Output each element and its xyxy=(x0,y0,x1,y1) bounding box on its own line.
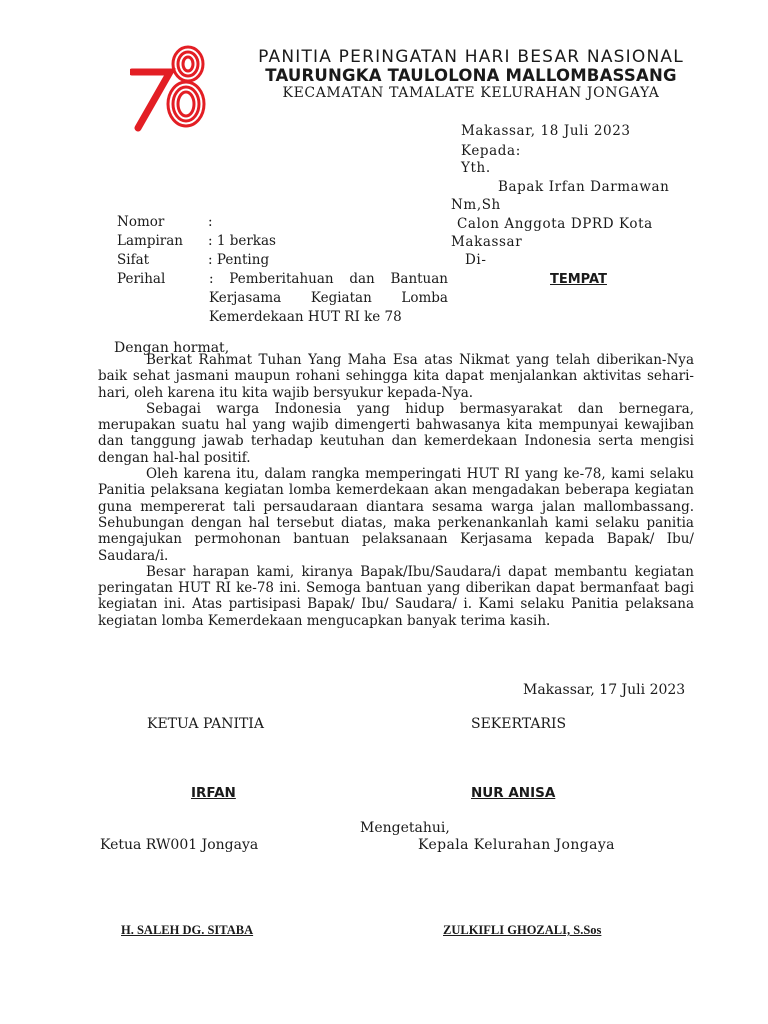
kepala-kelurahan-title: Kepala Kelurahan Jongaya xyxy=(418,837,615,853)
district-name: KECAMATAN TAMALATE KELURAHAN JONGAYA xyxy=(282,85,660,101)
ketua-rw-signature: H. SALEH DG. SITABA xyxy=(121,923,254,937)
nomor-label: Nomor xyxy=(117,214,165,230)
recipient-name: Bapak Irfan Darmawan xyxy=(498,179,670,195)
salutation: Dengan hormat, xyxy=(114,340,230,356)
letter-date: Makassar, 18 Juli 2023 xyxy=(461,123,631,139)
body-paragraph: Sebagai warga Indonesia yang hidup bermasyarakat dan bernegara, merupakan suatu hal yang wajib dimengerti bahwasanya kita mempunyai kewajiban dan tanggung jawab terhadap keutuhan dan kemerdekaan Indonesia serta mengisi dengan hal-hal positif. xyxy=(98,400,694,466)
body-paragraph: Oleh karena itu, dalam rangka memperingati HUT RI yang ke-78, kami selaku Panitia pelaksana kegiatan lomba kemerdekaan akan mengadakan beberapa kegiatan guna mempererat tali persaudaraan diantara sesama warga jalan mallombassang. Sehubungan dengan hal tersebut diatas, maka perkenankanlah kami selaku panitia mengajukan permohonan bantuan pelaksanaan Kerjasama kepada Bapak/ Ibu/ Saudara/i. xyxy=(98,466,694,564)
tempat-label: TEMPAT xyxy=(550,272,607,287)
body-paragraph: Berkat Rahmat Tuhan Yang Maha Esa atas Nikmat yang telah diberikan-Nya baik sehat jasmani maupun rohani sehingga kita dapat menjalankan aktivitas sehari-hari, oleh karena itu kita wajib bersyukur kepada-Nya. xyxy=(98,352,694,401)
organization-name: TAURUNGKA TAULOLONA MALLOMBASSANG xyxy=(265,66,677,85)
committee-title: PANITIA PERINGATAN HARI BESAR NASIONAL xyxy=(258,47,684,67)
lampiran-label: Lampiran xyxy=(117,233,183,249)
recipient-city: Makassar xyxy=(451,234,523,250)
sekertaris-title: SEKERTARIS xyxy=(471,716,567,732)
closing-date: Makassar, 17 Juli 2023 xyxy=(523,682,686,698)
mengetahui-label: Mengetahui, xyxy=(360,820,450,836)
lampiran-value: : 1 berkas xyxy=(208,233,276,249)
nomor-value: : xyxy=(208,214,213,230)
perihal-text: : Pemberitahuan dan Bantuan Kerjasama Kegiatan Lomba Kemerdekaan HUT RI ke 78 xyxy=(209,271,448,325)
ketua-panitia-signature: IRFAN xyxy=(191,785,236,801)
letter-body xyxy=(98,352,694,629)
recipient-title: Nm,Sh xyxy=(451,197,501,213)
di-label: Di- xyxy=(465,252,487,268)
recipient-role: Calon Anggota DPRD Kota xyxy=(457,216,653,232)
kepada-label: Kepada: xyxy=(461,143,521,159)
perihal-value xyxy=(209,270,448,327)
sifat-value: : Penting xyxy=(208,252,270,268)
ketua-rw-title: Ketua RW001 Jongaya xyxy=(100,837,259,853)
hut-ri-78-logo xyxy=(130,42,210,132)
perihal-label: Perihal xyxy=(117,271,166,287)
body-paragraph: Besar harapan kami, kiranya Bapak/Ibu/Saudara/i dapat membantu kegiatan peringatan HUT RI ke-78 ini. Semoga bantuan yang diberikan dapat bermanfaat bagi kegiatan ini. Atas partisipasi Bapak/ Ibu/ Saudara/ i. Kami selaku Panitia pelaksana kegiatan lomba Kemerdekaan mengucapkan banyak terima kasih. xyxy=(98,563,694,629)
kepala-kelurahan-signature: ZULKIFLI GHOZALI, S.Sos xyxy=(443,923,602,937)
yth-label: Yth. xyxy=(461,160,491,176)
ketua-panitia-title: KETUA PANITIA xyxy=(147,716,264,732)
sifat-label: Sifat xyxy=(117,252,150,268)
sekertaris-signature: NUR ANISA xyxy=(471,785,556,801)
